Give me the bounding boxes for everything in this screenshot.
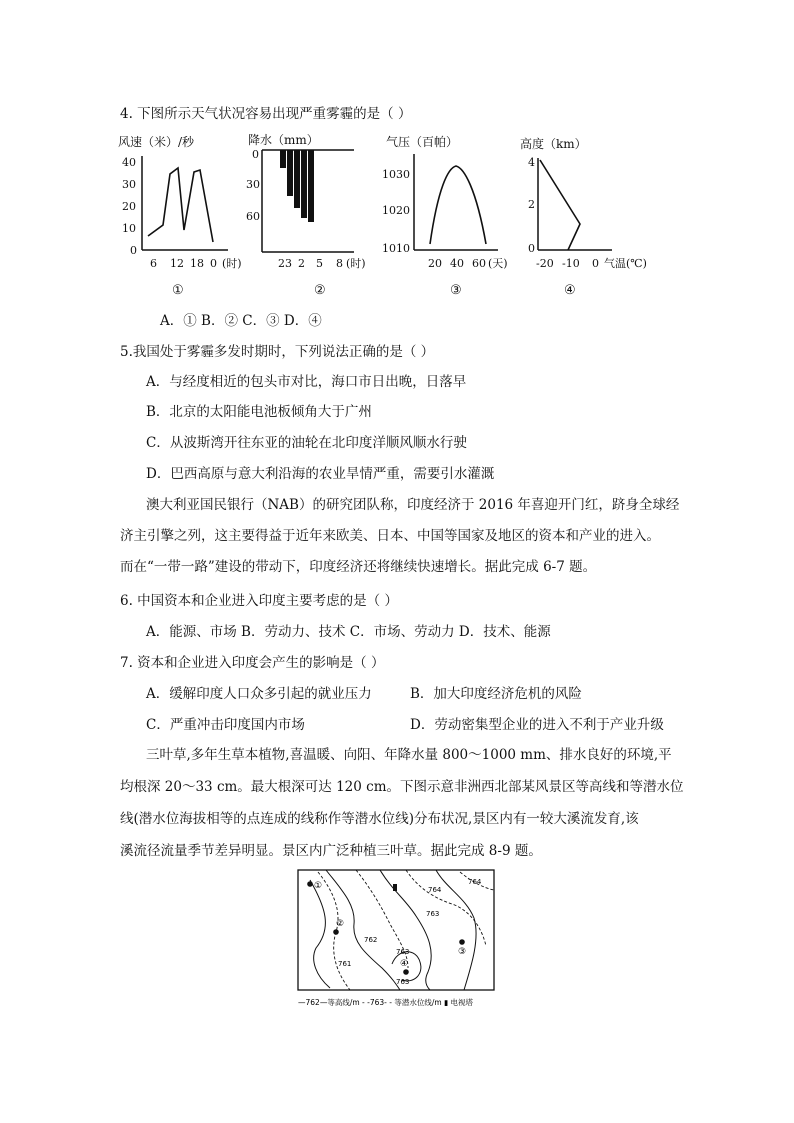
chart-3-xtick: 40	[450, 257, 464, 270]
chart-1-ytick: 30	[122, 178, 136, 191]
chart-2-bar	[280, 150, 286, 168]
q5-option-c: C．从波斯湾开往东亚的油轮在北印度洋顺风顺水行驶	[146, 435, 467, 451]
chart-3-ytick: 1020	[382, 204, 410, 217]
contour-map	[296, 868, 510, 1010]
chart-1-line	[148, 168, 213, 242]
chart-1	[118, 134, 242, 298]
q5-stem: 5.我国处于雾霾多发时期时，下列说法正确的是（ ）	[120, 344, 435, 360]
chart-2-ytick: 0	[252, 148, 259, 161]
passage1-line: 而在“一带一路”建设的带动下，印度经济还将继续快速增长。据此完成 6-7 题。	[120, 559, 597, 575]
chart-1-label: ①	[172, 283, 184, 298]
chart-2-bar	[308, 150, 314, 222]
passage2-line: 三叶草,多年生草本植物,喜温暖、向阳、年降水量 800～1000 mm、排水良好的环境,平	[146, 747, 672, 763]
chart-4-label: ④	[564, 283, 576, 298]
contour-label: 764	[468, 878, 482, 886]
passage1-line: 澳大利亚国民银行（NAB）的研究团队称，印度经济于 2016 年喜迎开门红，跻身全球经	[146, 497, 680, 513]
q5-option-b: B．北京的太阳能电池板倾角大于广州	[146, 404, 372, 420]
chart-3	[382, 134, 508, 298]
q4-options: A．① B．② C．③ D．④	[160, 313, 322, 329]
chart-4-xtick: 0	[592, 257, 599, 270]
chart-4-xtick: -20	[536, 257, 554, 270]
point-4-label: ④	[400, 959, 409, 969]
chart-2-bar	[287, 150, 293, 196]
chart-1-ytick: 10	[122, 222, 136, 235]
q5-option-d: D．巴西高原与意大利沿海的农业旱情严重，需要引水灌溉	[146, 466, 495, 482]
chart-2	[246, 132, 366, 298]
point-4	[403, 969, 409, 975]
point-3-label: ③	[458, 947, 467, 957]
contour-label: 763	[396, 978, 410, 986]
q7-option-a: A．缓解印度人口众多引起的就业压力	[146, 686, 372, 702]
chart-3-ylabel: 气压（百帕）	[386, 135, 459, 149]
point-2	[333, 929, 339, 935]
q7-stem: 7. 资本和企业进入印度会产生的影响是（ ）	[120, 655, 385, 671]
chart-1-xunit: (时)	[222, 257, 242, 270]
contour-label: 763	[396, 948, 410, 956]
chart-1-ytick: 0	[130, 244, 137, 257]
point-3	[459, 939, 465, 945]
chart-1-ytick: 40	[122, 156, 136, 169]
q6-stem: 6. 中国资本和企业进入印度主要考虑的是（ ）	[120, 593, 398, 609]
chart-4-line	[540, 160, 580, 250]
chart-2-xtick: 2	[298, 257, 305, 270]
chart-2-xtick: 8	[336, 257, 343, 270]
contour-label: 761	[338, 960, 352, 968]
chart-4	[520, 136, 647, 298]
chart-4-ytick: 4	[528, 156, 535, 169]
contour-label: 763	[426, 910, 440, 918]
chart-3-xtick: 60	[472, 257, 486, 270]
chart-2-bar	[294, 150, 300, 208]
chart-2-ytick: 60	[246, 210, 260, 223]
chart-3-line	[430, 166, 486, 244]
chart-3-xtick: 20	[428, 257, 442, 270]
chart-2-xunit: (时)	[346, 257, 366, 270]
passage1-line: 济主引擎之列，这主要得益于近年来欧美、日本、中国等国家及地区的资本和产业的进入。	[120, 528, 660, 544]
chart-2-bar	[301, 150, 307, 218]
chart-4-xtick: -10	[562, 257, 580, 270]
map-legend: —762—等高线/m - -763- - 等潜水位线/m ▮ 电视塔	[298, 998, 474, 1007]
q4-stem: 4. 下图所示天气状况容易出现严重雾霾的是（ ）	[120, 106, 412, 122]
point-1-label: ①	[314, 881, 323, 891]
chart-2-xtick: 23	[278, 257, 292, 270]
chart-1-xtick: 0	[210, 257, 217, 270]
q7-option-b: B．加大印度经济危机的风险	[410, 686, 582, 702]
chart-3-ytick: 1030	[382, 168, 410, 181]
q4-charts	[118, 128, 678, 300]
chart-1-ylabel: 风速（米）/秒	[118, 135, 195, 149]
tv-tower-icon	[393, 884, 397, 891]
chart-3-label: ③	[450, 283, 462, 298]
chart-4-ylabel: 高度（km）	[520, 137, 587, 151]
contour-label: 764	[428, 886, 442, 894]
passage2-line: 溪流径流量季节差异明显。景区内广泛种植三叶草。据此完成 8-9 题。	[120, 843, 542, 859]
chart-1-xtick: 6	[150, 257, 157, 270]
q7-option-d: D．劳动密集型企业的进入不利于产业升级	[410, 717, 664, 733]
passage2-line: 均根深 20～33 cm。最大根深可达 120 cm。下图示意非洲西北部某风景区等高线和等潜水位	[120, 779, 684, 795]
chart-4-xunit: 气温(℃)	[604, 257, 647, 270]
chart-4-ytick: 0	[528, 242, 535, 255]
chart-3-xunit: (天)	[488, 257, 508, 270]
chart-1-xtick: 12	[170, 257, 184, 270]
chart-4-ytick: 2	[528, 198, 535, 211]
chart-1-ytick: 20	[122, 200, 136, 213]
chart-2-ytick: 30	[246, 178, 260, 191]
q6-options: A．能源、市场 B．劳动力、技术 C．市场、劳动力 D．技术、能源	[146, 624, 551, 640]
q7-option-c: C．严重冲击印度国内市场	[146, 717, 305, 733]
q5-option-a: A．与经度相近的包头市对比，海口市日出晚，日落早	[146, 374, 467, 390]
passage2-line: 线(潜水位海拔相等的点连成的线称作等潜水位线)分布状况,景区内有一较大溪流发育,该	[120, 811, 639, 827]
chart-1-xtick: 18	[190, 257, 204, 270]
point-2-label: ②	[336, 919, 345, 929]
chart-3-ytick: 1010	[382, 242, 410, 255]
point-1	[307, 881, 313, 887]
chart-2-xtick: 5	[316, 257, 323, 270]
chart-2-ylabel: 降水（mm）	[248, 133, 319, 147]
contour-label: 762	[364, 936, 378, 944]
chart-2-label: ②	[314, 283, 326, 298]
